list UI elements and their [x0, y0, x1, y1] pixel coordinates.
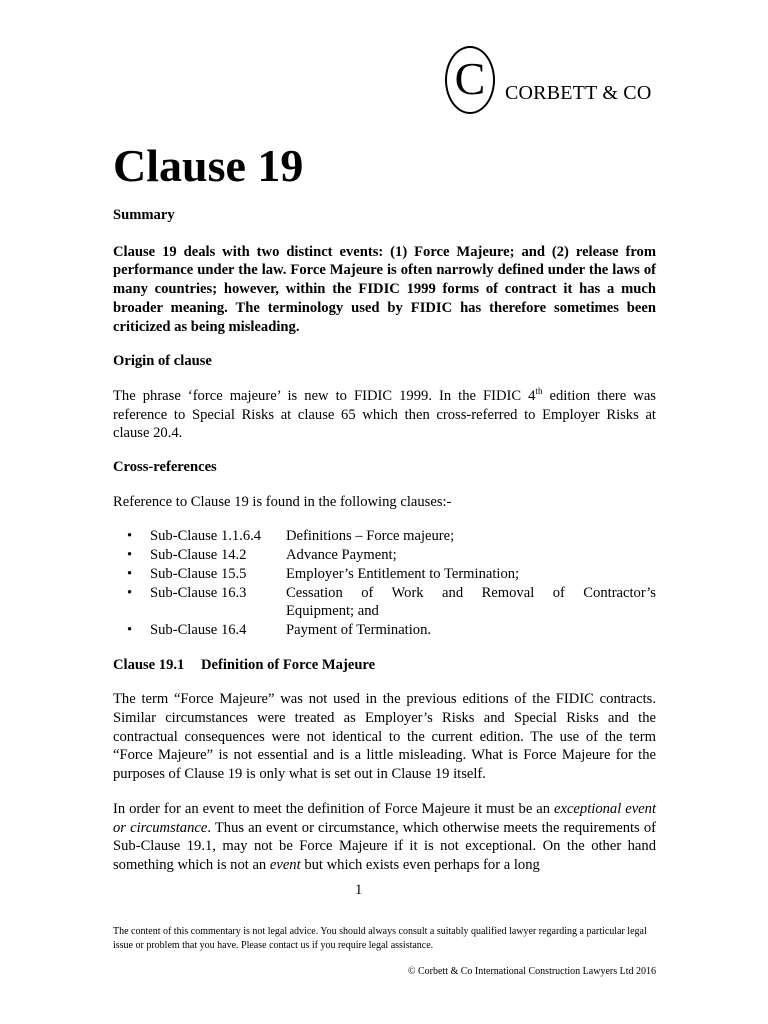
summary-text: Clause 19 deals with two distinct events: (1) Force Majeure; and (2) release from performance under the law. Force Majeure is often narrowly defined under the laws of many countries; however, within the FIDIC 1999 forms of contract it has a much broader meaning. The terminology used by FIDIC has therefore sometimes been criticized as being misleading. — [113, 243, 656, 335]
cross-references-list — [113, 527, 656, 639]
ref-clause: Sub-Clause 16.4 — [150, 621, 247, 638]
bullet-icon: • — [127, 621, 133, 638]
list-item — [113, 546, 656, 565]
cross-references-heading: Cross-references — [113, 459, 217, 476]
clause-19-1-para-1: The term “Force Majeure” was not used in the previous editions of the FIDIC contracts. Similar circumstances were treated as Employer’s Risks and Special Risks and the contractual consequences were not identical to the current edition. The use of the term “Force Majeure” is not essential and is a little misleading. What is Force Majeure for the purposes of Clause 19 is only what is set out in Clause 19 itself. — [113, 691, 656, 783]
ref-clause: Sub-Clause 16.3 — [150, 584, 247, 601]
bullet-icon: • — [127, 528, 133, 545]
logo-name: CORBETT & CO — [505, 82, 652, 104]
ref-description: Payment of Termination. — [286, 621, 432, 638]
list-item — [113, 621, 656, 640]
clause-19-1-para-2: In order for an event to meet the definition of Force Majeure it must be an exceptional event or circumstance. Thus an event or circumstance, which otherwise meets the requirements of Sub-Clause 19.1, may not be Force Majeure if it is not exceptional. On the other hand something which is not an event but which exists even perhaps for a long — [113, 800, 657, 873]
ref-description: Cessation of Work and Removal of Contractor’s Equipment; and — [286, 584, 656, 620]
origin-text: The phrase ‘force majeure’ is new to FIDIC 1999. In the FIDIC 4th edition there was reference to Special Risks at clause 65 which then cross-referred to Employer Risks at clause 20.4. — [113, 385, 656, 442]
logo-letter: C — [454, 53, 486, 104]
list-item — [113, 527, 656, 546]
page-number: 1 — [355, 882, 363, 898]
bullet-icon: • — [127, 584, 133, 601]
ref-clause: Sub-Clause 1.1.6.4 — [150, 528, 262, 545]
bullet-icon: • — [127, 565, 133, 582]
origin-heading: Origin of clause — [113, 353, 212, 370]
ref-clause: Sub-Clause 14.2 — [150, 547, 247, 564]
bullet-icon: • — [127, 547, 133, 564]
page-title: Clause 19 — [113, 140, 304, 191]
footer-copyright: © Corbett & Co International Construction Lawyers Ltd 2016 — [407, 966, 656, 977]
summary-heading: Summary — [113, 207, 175, 223]
document-body — [113, 206, 656, 875]
ref-description: Employer’s Entitlement to Termination; — [286, 565, 520, 582]
ref-description: Definitions – Force majeure; — [286, 528, 455, 545]
ref-description: Advance Payment; — [286, 547, 397, 564]
ref-clause: Sub-Clause 15.5 — [150, 565, 247, 582]
corbett-logo — [445, 46, 665, 118]
list-item — [113, 584, 656, 621]
clause-19-1-heading: Clause 19.1 Definition of Force Majeure — [113, 656, 376, 673]
cross-references-intro: Reference to Clause 19 is found in the following clauses:- — [113, 493, 452, 510]
footer-disclaimer: The content of this commentary is not legal advice. You should always consult a suitably qualified lawyer regarding a particular legal issue or problem that you have. Please contact us if you require legal assistance. — [113, 926, 647, 951]
list-item — [113, 565, 656, 584]
